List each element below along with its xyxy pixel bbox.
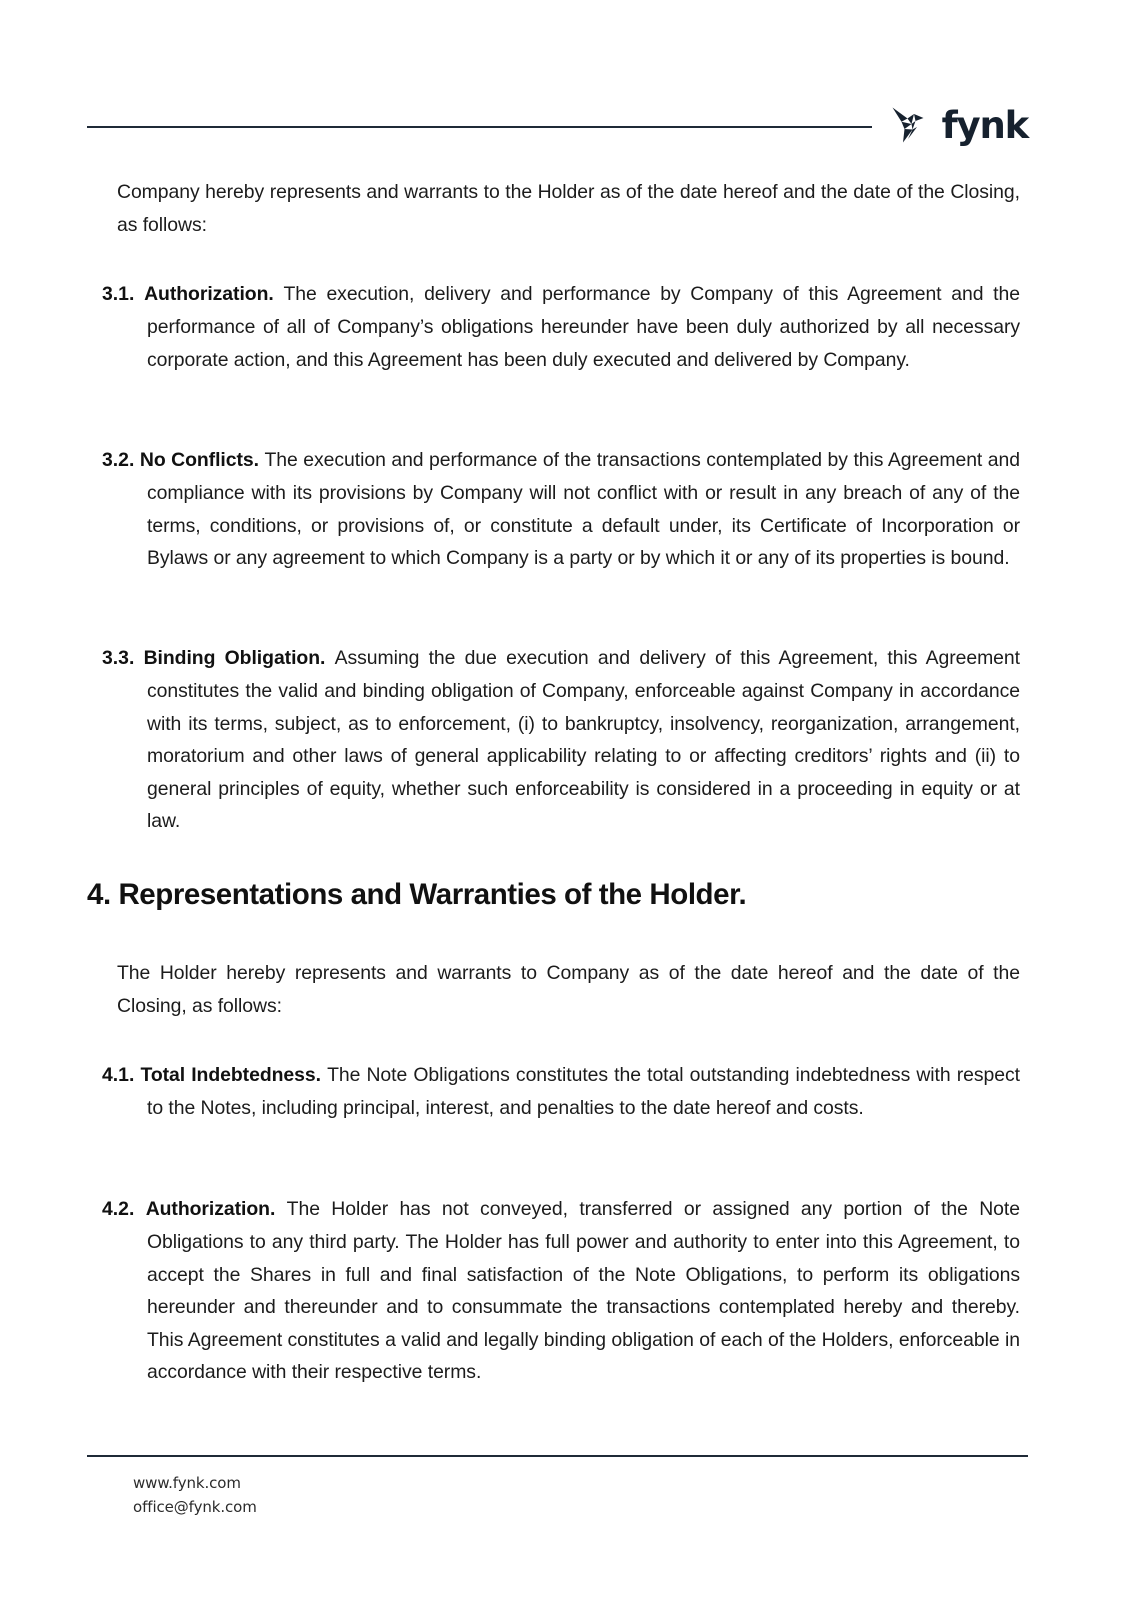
clause-4-2: [102, 1193, 1020, 1389]
clause-4-2-lead: Authorization.: [145, 1198, 276, 1221]
section-4-intro-paragraph: The Holder hereby represents and warrants to Company as of the date hereof and the date of the Closing, as follows:: [117, 962, 1020, 1017]
brand-wordmark: fynk: [941, 103, 1028, 147]
clause-3-2-number: 3.2.: [102, 449, 135, 472]
clause-3-2: [102, 444, 1020, 574]
clause-4-2-number: 4.2.: [102, 1198, 135, 1221]
footer-website[interactable]: www.fynk.com: [133, 1474, 241, 1492]
clause-3-3-lead: Binding Obligation.: [143, 647, 326, 670]
clause-3-1-number: 3.1.: [102, 283, 135, 306]
clause-3-3: [102, 642, 1020, 838]
clause-3-2-text: The execution and performance of the transactions contemplated by this Agreement and compliance with its provisions by Company will not conflict with or result in any breach of any of the terms, conditions, or provisions of, or constitute a default under, its Certificate of Incorporation or Bylaws or any agreement to which Company is a party or by which it or any of its properties is bound.: [147, 449, 1020, 570]
footer-email[interactable]: office@fynk.com: [133, 1498, 257, 1516]
footer-contact: [87, 1471, 1028, 1519]
header-divider: [87, 126, 872, 128]
origami-bird-icon: [890, 105, 932, 145]
clause-3-1: [102, 278, 1020, 376]
brand-logo: [890, 105, 1028, 147]
clause-4-1-lead: Total Indebtedness.: [140, 1064, 321, 1087]
clause-4-1-number: 4.1.: [102, 1064, 135, 1087]
footer-divider: [87, 1455, 1028, 1457]
clause-4-2-text: The Holder has not conveyed, transferred or assigned any portion of the Note Obligations to any third party. The Holder has full power and authority to enter into this Agreement, to accept the Shares in full and final satisfaction of the Note Obligations, to perform its obligations hereunder and thereunder and to consummate the transactions contemplated hereby and thereby. This Agreement constitutes a valid and legally binding obligation of each of the Holders, enforceable in accordance with their respective terms.: [147, 1198, 1020, 1384]
intro-paragraph: Company hereby represents and warrants to the Holder as of the date hereof and the date of the Closing, as follows:: [117, 181, 1020, 236]
clause-3-1-text: The execution, delivery and performance by Company of this Agreement and the performance of all of Company’s obligations hereunder have been duly authorized by all necessary corporate action, and this Agreement has been duly executed and delivered by Company.: [147, 283, 1020, 371]
clause-4-1-text: The Note Obligations constitutes the total outstanding indebtedness with respect to the Notes, including principal, interest, and penalties to the date hereof and costs.: [147, 1064, 1020, 1119]
clause-4-1: [102, 1059, 1020, 1124]
clause-3-1-lead: Authorization.: [144, 283, 274, 306]
page-header: [87, 96, 1028, 156]
clause-3-3-text: Assuming the due execution and delivery of this Agreement, this Agreement constitutes the valid and binding obligation of Company, enforceable against Company in accordance with its terms, subject, as to enforcement, (i) to bankruptcy, insolvency, reorganization, arrangement, moratorium and other laws of general applicability relating to or affecting creditors’ rights and (ii) to general principles of equity, whether such enforceability is considered in a proceeding in equity or at law.: [147, 647, 1020, 833]
clause-3-2-lead: No Conflicts.: [139, 449, 259, 472]
page-footer: [87, 1455, 1028, 1519]
section-4-heading: 4. Representations and Warranties of the Holder.: [87, 878, 747, 911]
clause-3-3-number: 3.3.: [102, 647, 135, 670]
